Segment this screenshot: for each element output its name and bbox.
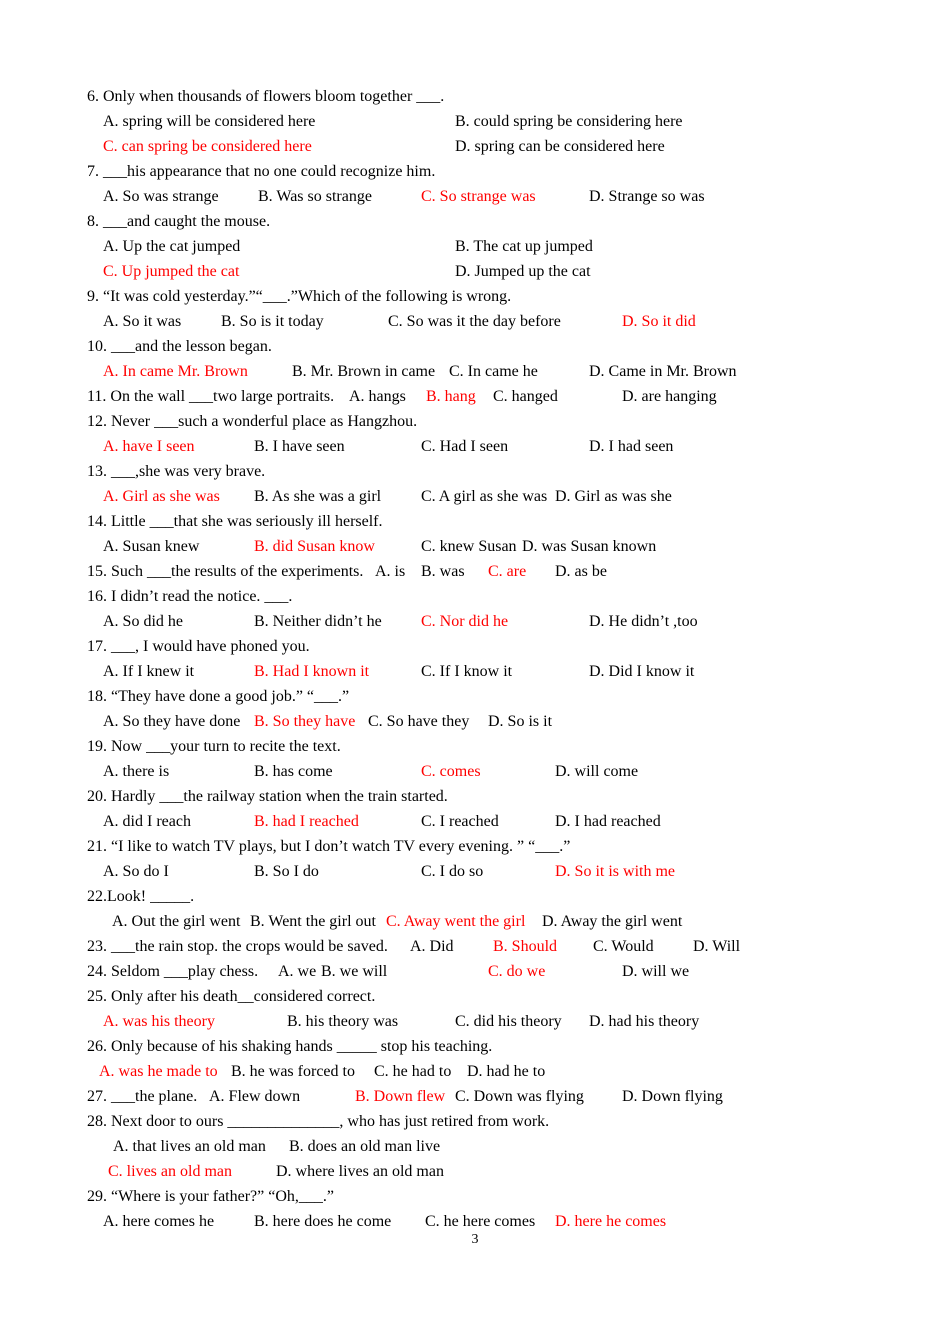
question-6-stem: 6. Only when thousands of flowers bloom together ___. xyxy=(87,88,445,105)
question-7-options xyxy=(0,184,950,209)
answer-option: A. In came Mr. Brown xyxy=(103,363,248,380)
question-17-options xyxy=(0,659,950,684)
option: B. Was so strange xyxy=(258,188,372,205)
option: A. So they have done xyxy=(103,713,241,730)
question-14-stem: 14. Little ___that she was seriously ill herself. xyxy=(87,513,383,530)
answer-option: C. do we xyxy=(488,963,546,980)
option: A. spring will be considered here xyxy=(103,113,316,130)
question-6-options-row-1 xyxy=(0,109,950,134)
answer-option: A. was his theory xyxy=(103,1013,215,1030)
option: D. where lives an old man xyxy=(276,1163,444,1180)
question-26-stem: 26. Only because of his shaking hands _____ stop his teaching. xyxy=(87,1038,493,1055)
option: C. did his theory xyxy=(455,1013,562,1030)
option: B. here does he come xyxy=(254,1213,392,1230)
option: C. knew Susan xyxy=(421,538,517,555)
option: D. I had seen xyxy=(589,438,674,455)
question-25-options xyxy=(0,1009,950,1034)
answer-option: B. had I reached xyxy=(254,813,359,830)
option: B. As she was a girl xyxy=(254,488,382,505)
question-9-stem: 9. “It was cold yesterday.”“___.”Which of the following is wrong. xyxy=(87,288,512,305)
option: C. Had I seen xyxy=(421,438,509,455)
option: A. hangs xyxy=(349,388,406,405)
question-21-stem: 21. “I like to watch TV plays, but I don’t watch TV every evening. ” “___.” xyxy=(87,838,571,855)
answer-option: C. comes xyxy=(421,763,481,780)
option: C. So have they xyxy=(368,713,470,730)
question-7-stem: 7. ___his appearance that no one could recognize him. xyxy=(87,163,436,180)
option: D. He didn’t ,too xyxy=(589,613,698,630)
question-24 xyxy=(0,959,950,984)
answer-option: B. hang xyxy=(426,388,476,405)
question-13-stem: 13. ___,she was very brave. xyxy=(87,463,266,480)
question-stem: 24. Seldom ___play chess. xyxy=(87,963,259,980)
option: A. So was strange xyxy=(103,188,219,205)
option: B. Mr. Brown in came xyxy=(292,363,436,380)
option: B. was xyxy=(421,563,465,580)
question-16-options xyxy=(0,609,950,634)
question-28-stem: 28. Next door to ours ______________, who has just retired from work. xyxy=(87,1113,550,1130)
question-14-options xyxy=(0,534,950,559)
option: C. In came he xyxy=(449,363,538,380)
question-18-stem: 18. “They have done a good job.” “___.” xyxy=(87,688,350,705)
question-17-stem: 17. ___, I would have phoned you. xyxy=(87,638,310,655)
option: B. So is it today xyxy=(221,313,324,330)
question-10-options xyxy=(0,359,950,384)
option: B. his theory was xyxy=(287,1013,399,1030)
option: B. Went the girl out xyxy=(250,913,376,930)
answer-option: B. Had I known it xyxy=(254,663,370,680)
question-19-options xyxy=(0,759,950,784)
answer-option: A. have I seen xyxy=(103,438,195,455)
question-10-stem: 10. ___and the lesson began. xyxy=(87,338,272,355)
option: C. he here comes xyxy=(425,1213,536,1230)
answer-option: B. did Susan know xyxy=(254,538,375,555)
option: C. I do so xyxy=(421,863,484,880)
option: B. has come xyxy=(254,763,333,780)
option: C. he had to xyxy=(374,1063,452,1080)
option: D. are hanging xyxy=(622,388,717,405)
option: D. will come xyxy=(555,763,639,780)
answer-option: B. Down flew xyxy=(355,1088,446,1105)
question-8-options-row-2 xyxy=(0,259,950,284)
option: A. that lives an old man xyxy=(113,1138,266,1155)
question-stem: 11. On the wall ___two large portraits. xyxy=(87,388,335,405)
option: D. Down flying xyxy=(622,1088,723,1105)
option: A. Did xyxy=(410,938,454,955)
option: B. he was forced to xyxy=(231,1063,355,1080)
option: D. I had reached xyxy=(555,813,661,830)
answer-option: C. So strange was xyxy=(421,188,536,205)
option: C. If I know it xyxy=(421,663,513,680)
option: C. A girl as she was xyxy=(421,488,548,505)
question-22-options xyxy=(0,909,950,934)
answer-option: B. Should xyxy=(493,938,558,955)
option: C. Would xyxy=(593,938,654,955)
option: D. spring can be considered here xyxy=(455,138,665,155)
option: D. Away the girl went xyxy=(542,913,683,930)
option: D. had his theory xyxy=(589,1013,700,1030)
question-18-options xyxy=(0,709,950,734)
option: D. Strange so was xyxy=(589,188,705,205)
question-8-stem: 8. ___and caught the mouse. xyxy=(87,213,271,230)
option: A. So do I xyxy=(103,863,169,880)
option: B. could spring be considering here xyxy=(455,113,683,130)
option: B. So I do xyxy=(254,863,319,880)
page-number: 3 xyxy=(471,1232,479,1247)
question-stem: 23. ___the rain stop. the crops would be saved. xyxy=(87,938,388,955)
option: A. So it was xyxy=(103,313,182,330)
option: D. had he to xyxy=(467,1063,546,1080)
option: A. here comes he xyxy=(103,1213,215,1230)
question-stem: 15. Such ___the results of the experiments. xyxy=(87,563,364,580)
option: A. is xyxy=(375,563,406,580)
option: A. If I knew it xyxy=(103,663,195,680)
question-15 xyxy=(0,559,950,584)
answer-option: C. lives an old man xyxy=(108,1163,232,1180)
option: A. Up the cat jumped xyxy=(103,238,241,255)
question-9-options xyxy=(0,309,950,334)
option: D. Did I know it xyxy=(589,663,695,680)
answer-option: D. here he comes xyxy=(555,1213,667,1230)
option: A. there is xyxy=(103,763,170,780)
question-27 xyxy=(0,1084,950,1109)
question-25-stem: 25. Only after his death__considered correct. xyxy=(87,988,376,1005)
option: A. Flew down xyxy=(209,1088,301,1105)
answer-option: B. So they have xyxy=(254,713,356,730)
answer-option: C. can spring be considered here xyxy=(103,138,312,155)
question-13-options xyxy=(0,484,950,509)
option: C. Down was flying xyxy=(455,1088,584,1105)
option: C. hanged xyxy=(493,388,558,405)
option: A. we xyxy=(278,963,317,980)
answer-option: A. was he made to xyxy=(99,1063,218,1080)
option: C. I reached xyxy=(421,813,499,830)
option: B. The cat up jumped xyxy=(455,238,593,255)
answer-option: D. So it did xyxy=(622,313,696,330)
option: B. we will xyxy=(321,963,388,980)
option: B. I have seen xyxy=(254,438,345,455)
question-19-stem: 19. Now ___your turn to recite the text. xyxy=(87,738,341,755)
option: A. Out the girl went xyxy=(112,913,241,930)
question-8-options-row-1 xyxy=(0,234,950,259)
question-22-stem: 22.Look! _____. xyxy=(87,888,195,905)
option: D. Girl as was she xyxy=(555,488,672,505)
option: D. was Susan known xyxy=(522,538,657,555)
option: D. Came in Mr. Brown xyxy=(589,363,737,380)
option: B. Neither didn’t he xyxy=(254,613,382,630)
question-29-stem: 29. “Where is your father?” “Oh,___.” xyxy=(87,1188,334,1205)
answer-option: C. are xyxy=(488,563,527,580)
question-12-stem: 12. Never ___such a wonderful place as Hangzhou. xyxy=(87,413,418,430)
question-stem: 27. ___the plane. xyxy=(87,1088,198,1105)
option: C. So was it the day before xyxy=(388,313,561,330)
question-16-stem: 16. I didn’t read the notice. ___. xyxy=(87,588,293,605)
question-12-options xyxy=(0,434,950,459)
answer-option: A. Girl as she was xyxy=(103,488,220,505)
option: A. So did he xyxy=(103,613,183,630)
answer-option: C. Up jumped the cat xyxy=(103,263,240,280)
question-6-options-row-2 xyxy=(0,134,950,159)
option: D. Will xyxy=(693,938,741,955)
question-23 xyxy=(0,934,950,959)
answer-option: D. So it is with me xyxy=(555,863,676,880)
question-20-options xyxy=(0,809,950,834)
option: D. as be xyxy=(555,563,607,580)
question-11 xyxy=(0,384,950,409)
option: A. Susan knew xyxy=(103,538,200,555)
question-20-stem: 20. Hardly ___the railway station when the train started. xyxy=(87,788,448,805)
question-26-options xyxy=(0,1059,950,1084)
option: D. will we xyxy=(622,963,690,980)
option: A. did I reach xyxy=(103,813,191,830)
option: D. So is it xyxy=(488,713,553,730)
option: B. does an old man live xyxy=(289,1138,441,1155)
answer-option: C. Away went the girl xyxy=(386,913,526,930)
answer-option: C. Nor did he xyxy=(421,613,509,630)
question-28-options-row-1 xyxy=(0,1134,950,1159)
question-28-options-row-2 xyxy=(0,1159,950,1184)
option: D. Jumped up the cat xyxy=(455,263,591,280)
question-21-options xyxy=(0,859,950,884)
